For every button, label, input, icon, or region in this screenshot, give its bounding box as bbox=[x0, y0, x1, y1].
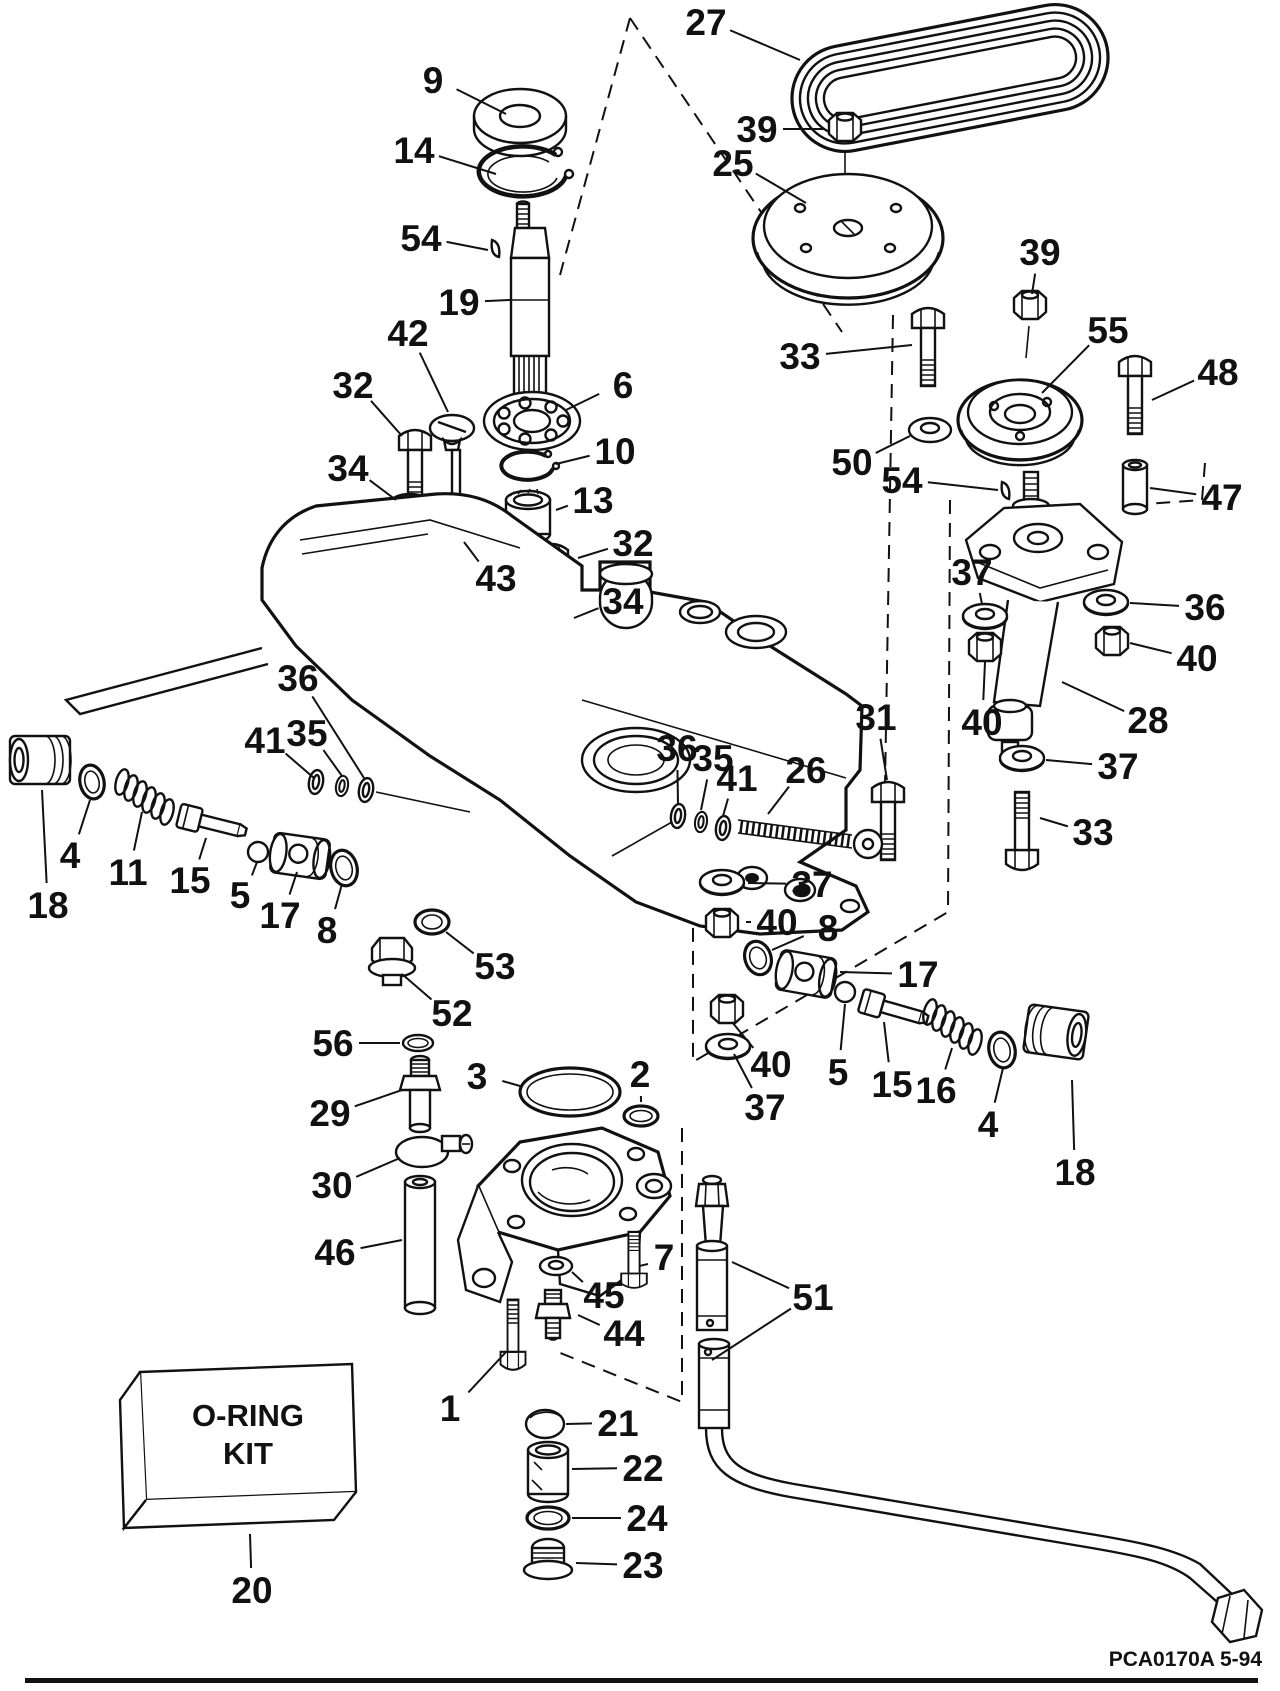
callout-number: 51 bbox=[792, 1277, 834, 1318]
callout-number: 40 bbox=[1176, 638, 1218, 679]
leader-line bbox=[355, 1090, 402, 1106]
callout-number: 18 bbox=[27, 885, 69, 926]
axis-line bbox=[1026, 326, 1029, 358]
part-8-o-ring bbox=[740, 938, 775, 978]
callout-36 bbox=[1130, 587, 1226, 628]
leader-line bbox=[980, 593, 982, 604]
callout-number: 9 bbox=[422, 60, 444, 101]
part-5-ball bbox=[835, 982, 855, 1002]
callout-number: 34 bbox=[327, 448, 369, 489]
callout-number: 56 bbox=[312, 1023, 354, 1064]
callout-number: 4 bbox=[977, 1104, 999, 1145]
kit-label-line1: O-RING bbox=[192, 1398, 304, 1433]
callout-33-2 bbox=[1040, 812, 1114, 853]
leader-line bbox=[748, 883, 786, 884]
callout-number: 33 bbox=[1072, 812, 1114, 853]
part-23-plug bbox=[524, 1539, 572, 1579]
oring-kit-box bbox=[120, 1364, 356, 1528]
callout-number: 55 bbox=[1087, 310, 1129, 351]
part-45-washer bbox=[540, 1257, 572, 1275]
leader-line bbox=[1152, 381, 1194, 400]
part-50-washer bbox=[909, 418, 951, 442]
callout-number: 17 bbox=[897, 954, 939, 995]
callout-8 bbox=[317, 884, 342, 951]
callout-number: 5 bbox=[827, 1052, 849, 1093]
callout-number: 47 bbox=[1201, 477, 1243, 518]
callout-22 bbox=[572, 1448, 664, 1489]
leader-line bbox=[884, 1022, 889, 1062]
callout-6 bbox=[566, 365, 633, 410]
leader-line bbox=[1130, 603, 1179, 606]
part-40-nut bbox=[706, 909, 738, 937]
callout-number: 28 bbox=[1127, 700, 1169, 741]
part-55-pulley bbox=[958, 380, 1082, 465]
part-18-plug bbox=[1022, 1004, 1089, 1060]
callout-number: 31 bbox=[855, 697, 897, 738]
callout-number: 23 bbox=[622, 1545, 664, 1586]
callout-55 bbox=[1042, 310, 1129, 393]
callout-40 bbox=[1130, 638, 1218, 679]
callout-28 bbox=[1062, 682, 1169, 741]
part-37-washer bbox=[963, 604, 1007, 629]
part-19-drive-shaft bbox=[511, 202, 549, 415]
callout-20 bbox=[231, 1534, 272, 1611]
part-39-nut bbox=[1014, 291, 1046, 319]
leader-line bbox=[446, 932, 474, 953]
callout-number: 45 bbox=[583, 1275, 625, 1316]
callout-number: 39 bbox=[1019, 232, 1061, 273]
leader-line bbox=[402, 974, 431, 999]
leader-line bbox=[371, 401, 402, 436]
callout-1 bbox=[440, 1352, 506, 1429]
leader-line bbox=[945, 1048, 952, 1069]
callout-number: 52 bbox=[431, 993, 473, 1034]
callout-number: 40 bbox=[756, 902, 798, 943]
part-17-piston bbox=[268, 832, 333, 880]
part-35-ring bbox=[334, 775, 349, 797]
callout-17 bbox=[259, 872, 300, 936]
part-44-fitting bbox=[536, 1290, 570, 1340]
callout-54-2 bbox=[881, 460, 998, 501]
leader-line bbox=[468, 1352, 506, 1392]
callout-number: 22 bbox=[622, 1448, 664, 1489]
callout-19 bbox=[438, 282, 510, 323]
callout-52 bbox=[402, 974, 473, 1034]
leader-line bbox=[1046, 760, 1092, 764]
callout-42 bbox=[387, 313, 448, 412]
leader-line bbox=[566, 1423, 592, 1424]
callout-number: 26 bbox=[785, 750, 827, 791]
part-29-fitting bbox=[400, 1056, 440, 1132]
part-24-o-ring bbox=[527, 1507, 569, 1529]
callout-number: 15 bbox=[169, 860, 211, 901]
callout-number: 30 bbox=[311, 1165, 353, 1206]
leader-line bbox=[420, 353, 448, 412]
part-3-o-ring bbox=[520, 1068, 620, 1116]
part-25-pulley bbox=[753, 174, 943, 305]
callout-15-2 bbox=[871, 1022, 912, 1105]
callout-number: 24 bbox=[626, 1498, 668, 1539]
callout-2 bbox=[630, 1054, 651, 1102]
callout-51 bbox=[712, 1262, 834, 1360]
callout-number: 2 bbox=[629, 1054, 651, 1095]
callout-3 bbox=[467, 1056, 520, 1097]
part-11-spring bbox=[113, 768, 176, 826]
callout-number: 5 bbox=[229, 875, 251, 916]
callout-number: 50 bbox=[831, 442, 873, 483]
leader-line bbox=[732, 1262, 789, 1288]
callout-number: 17 bbox=[259, 895, 301, 936]
callout-13 bbox=[556, 480, 614, 521]
leader-line bbox=[566, 394, 599, 410]
leader-line bbox=[42, 790, 47, 883]
part-10-snap-ring bbox=[501, 451, 559, 480]
part-56-o-ring bbox=[403, 1035, 433, 1051]
part-4-o-ring bbox=[986, 1030, 1019, 1071]
callout-54 bbox=[400, 218, 488, 259]
callout-number: 46 bbox=[314, 1232, 356, 1273]
callout-number: 39 bbox=[736, 109, 778, 150]
part-6-bearing bbox=[484, 392, 580, 450]
assembly-line bbox=[376, 792, 470, 812]
part-30-clamp bbox=[396, 1135, 472, 1167]
part-53-seal bbox=[415, 910, 449, 934]
callout-46 bbox=[314, 1232, 402, 1273]
part-54-drive-key bbox=[1002, 482, 1010, 499]
callout-number: 36 bbox=[656, 728, 698, 769]
part-40-nut bbox=[711, 995, 743, 1023]
callout-number: 36 bbox=[277, 658, 319, 699]
part-2-o-ring bbox=[624, 1106, 658, 1126]
part-36-washer bbox=[1084, 590, 1128, 615]
part-46-tube bbox=[405, 1176, 435, 1314]
callout-32-2 bbox=[578, 523, 654, 564]
leader-line bbox=[734, 1054, 752, 1088]
callout-number: 37 bbox=[791, 864, 833, 905]
callout-number: 27 bbox=[685, 2, 727, 43]
callout-number: 37 bbox=[1097, 746, 1139, 787]
callout-number: 7 bbox=[653, 1237, 675, 1278]
leader-line bbox=[578, 1315, 600, 1325]
callout-37-2 bbox=[1046, 746, 1139, 787]
callout-number: 40 bbox=[961, 702, 1003, 743]
part-47-spacer bbox=[1123, 460, 1147, 514]
callout-16 bbox=[915, 1048, 956, 1111]
callout-4 bbox=[60, 800, 90, 876]
part-15-valve-screw bbox=[176, 804, 249, 844]
callout-32 bbox=[332, 365, 402, 436]
callout-number: 6 bbox=[612, 365, 634, 406]
part-40-nut bbox=[969, 633, 1001, 661]
callout-24 bbox=[572, 1498, 668, 1539]
callout-44 bbox=[578, 1313, 645, 1354]
callout-30 bbox=[311, 1158, 400, 1206]
callout-39-2 bbox=[1019, 232, 1060, 294]
leader-line bbox=[876, 436, 910, 453]
part-16-spring bbox=[921, 998, 984, 1056]
leader-line bbox=[79, 800, 90, 834]
callout-number: 11 bbox=[108, 852, 148, 893]
part-18-plug bbox=[10, 736, 71, 784]
part-33-bolt bbox=[1006, 792, 1038, 870]
callout-number: 54 bbox=[881, 460, 923, 501]
callout-4-2 bbox=[978, 1068, 1003, 1145]
leader-line bbox=[286, 753, 314, 778]
callout-27 bbox=[685, 2, 800, 60]
callout-40-2 bbox=[961, 662, 1002, 743]
callout-5-2 bbox=[828, 1004, 849, 1093]
leader-line bbox=[928, 482, 998, 490]
callout-number: 34 bbox=[602, 581, 644, 622]
callout-number: 37 bbox=[951, 552, 993, 593]
part-33-bolt bbox=[912, 308, 944, 386]
leader-line bbox=[576, 1563, 617, 1564]
callout-7 bbox=[640, 1237, 674, 1278]
drawing-code: PCA0170A 5-94 bbox=[1108, 1648, 1262, 1671]
part-39-nut bbox=[829, 113, 861, 141]
callout-25 bbox=[712, 143, 806, 203]
leader-line bbox=[199, 838, 206, 859]
callout-34 bbox=[327, 448, 396, 500]
callout-number: 40 bbox=[750, 1044, 792, 1085]
callout-number: 53 bbox=[474, 946, 516, 987]
callout-number: 4 bbox=[59, 835, 81, 876]
callout-number: 42 bbox=[387, 313, 429, 354]
leader-line bbox=[250, 1534, 251, 1568]
callout-number: 3 bbox=[466, 1056, 488, 1097]
leader-line bbox=[730, 30, 800, 60]
callout-5 bbox=[230, 862, 257, 916]
leader-line bbox=[841, 1004, 845, 1050]
callout-number: 36 bbox=[1184, 587, 1226, 628]
callout-number: 20 bbox=[231, 1570, 273, 1611]
leader-line bbox=[1150, 488, 1196, 494]
part-14-snap-ring bbox=[479, 146, 573, 196]
kit-label-line2: KIT bbox=[223, 1436, 273, 1471]
part-41-ring bbox=[307, 769, 325, 795]
leader-line bbox=[1130, 643, 1172, 653]
callout-21 bbox=[566, 1403, 639, 1444]
part-36-ring bbox=[357, 777, 375, 803]
part-5-ball bbox=[248, 842, 268, 862]
callout-53 bbox=[446, 932, 516, 987]
callout-number: 43 bbox=[475, 558, 517, 599]
callout-45 bbox=[572, 1272, 625, 1316]
part-48-bolt bbox=[1119, 356, 1151, 434]
part-22-bushing bbox=[528, 1442, 568, 1502]
callout-number: 15 bbox=[871, 1064, 913, 1105]
part-1-bolt bbox=[501, 1300, 526, 1370]
leader-line bbox=[640, 1264, 648, 1266]
part-37-washer bbox=[700, 870, 744, 895]
callout-number: 35 bbox=[692, 738, 734, 779]
leader-line bbox=[485, 300, 510, 301]
leader-line bbox=[134, 812, 142, 851]
callout-48 bbox=[1152, 352, 1239, 400]
leader-line bbox=[995, 1068, 1003, 1103]
callout-number: 54 bbox=[400, 218, 442, 259]
callout-37 bbox=[951, 552, 992, 604]
callout-number: 1 bbox=[439, 1388, 461, 1429]
callout-number: 32 bbox=[332, 365, 374, 406]
callout-number: 19 bbox=[438, 282, 480, 323]
leader-line bbox=[1042, 345, 1089, 393]
leader-line bbox=[1072, 1080, 1074, 1150]
part-17-piston bbox=[773, 949, 839, 999]
part-40-nut bbox=[1096, 627, 1128, 655]
callout-number: 32 bbox=[612, 523, 654, 564]
leader-line bbox=[826, 345, 912, 354]
callout-56 bbox=[312, 1023, 400, 1064]
callout-number: 41 bbox=[244, 720, 286, 761]
leader-line bbox=[578, 549, 608, 558]
leader-line bbox=[361, 1240, 402, 1248]
leader-line bbox=[502, 1081, 520, 1086]
callout-number: 25 bbox=[712, 143, 754, 184]
part-21-cap bbox=[526, 1410, 564, 1438]
leader-line bbox=[252, 862, 257, 875]
callout-47 bbox=[1150, 477, 1243, 518]
leader-line bbox=[1040, 818, 1068, 826]
callout-number: 8 bbox=[316, 910, 338, 951]
callout-number: 10 bbox=[594, 431, 636, 472]
callout-number: 16 bbox=[915, 1070, 957, 1111]
callout-15 bbox=[169, 838, 210, 901]
leader-line bbox=[447, 242, 488, 250]
callout-number: 33 bbox=[779, 336, 821, 377]
part-54-drive-key bbox=[492, 240, 500, 257]
callout-number: 37 bbox=[744, 1087, 786, 1128]
callout-number: 35 bbox=[286, 713, 328, 754]
leader-line bbox=[1062, 682, 1124, 711]
callout-number: 21 bbox=[597, 1403, 639, 1444]
leader-line bbox=[356, 1158, 400, 1177]
leader-line bbox=[677, 770, 678, 804]
callout-11 bbox=[108, 812, 147, 893]
part-4-o-ring bbox=[77, 763, 108, 801]
part-37-washer bbox=[1000, 746, 1044, 771]
callout-number: 29 bbox=[309, 1093, 351, 1134]
leader-line bbox=[556, 506, 568, 510]
callout-number: 41 bbox=[716, 758, 758, 799]
leader-line bbox=[572, 1468, 617, 1469]
callout-35 bbox=[286, 713, 342, 776]
callout-18-2 bbox=[1054, 1080, 1095, 1193]
callout-number: 14 bbox=[393, 130, 435, 171]
part-7-bolt bbox=[621, 1232, 647, 1288]
callout-number: 18 bbox=[1054, 1152, 1096, 1193]
leader-line bbox=[840, 972, 892, 973]
part-15-valve-screw bbox=[858, 989, 931, 1031]
leader-line bbox=[370, 480, 396, 500]
leader-line bbox=[983, 662, 985, 700]
callout-29 bbox=[309, 1090, 402, 1134]
part-51-hose-assembly bbox=[696, 1176, 1262, 1642]
leader-line bbox=[335, 884, 342, 909]
leader-line bbox=[572, 1272, 583, 1282]
callout-23 bbox=[576, 1545, 664, 1586]
leader-line bbox=[556, 456, 590, 464]
bottom-border bbox=[25, 1678, 1258, 1683]
part-37-washer bbox=[706, 1034, 750, 1059]
callout-number: 13 bbox=[572, 480, 614, 521]
callout-number: 8 bbox=[817, 908, 839, 949]
callout-number: 44 bbox=[603, 1313, 645, 1354]
part-8-o-ring bbox=[327, 847, 361, 888]
callout-number: 48 bbox=[1197, 352, 1239, 393]
